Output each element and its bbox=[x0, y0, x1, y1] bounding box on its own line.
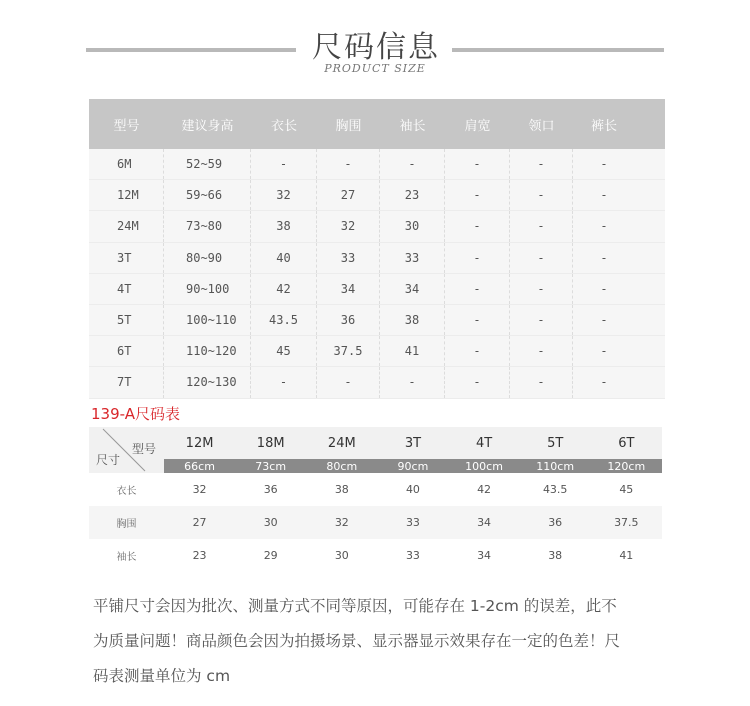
col-header-collar: 领口 bbox=[528, 118, 555, 134]
table-cell: - bbox=[380, 367, 445, 397]
table-cell: - bbox=[445, 180, 510, 210]
note-line-3: 码表测量单位为 cm bbox=[93, 667, 231, 685]
size-table-body bbox=[89, 149, 665, 399]
table-cell: 7T bbox=[89, 367, 164, 397]
table-cell: 33 bbox=[317, 243, 380, 273]
header-divider-left bbox=[86, 48, 296, 52]
table-cell: 27 bbox=[317, 180, 380, 210]
height-label: 120cm bbox=[607, 459, 646, 473]
table-cell: 36 bbox=[548, 516, 563, 529]
height-label: 73cm bbox=[255, 459, 287, 473]
size-table-main bbox=[89, 99, 665, 399]
header-divider-right bbox=[452, 48, 664, 52]
size-label: 3T bbox=[404, 435, 422, 451]
table-cell: 4T bbox=[89, 274, 164, 304]
row-label: 衣长 bbox=[116, 486, 137, 497]
table-row bbox=[89, 211, 665, 242]
table-cell: 32 bbox=[334, 516, 349, 529]
table-cell: 73~80 bbox=[164, 211, 251, 241]
col-header-length: 衣长 bbox=[270, 118, 297, 134]
table-cell: 12M bbox=[89, 180, 164, 210]
table-cell: 41 bbox=[380, 336, 445, 366]
table-cell: 43.5 bbox=[542, 483, 568, 496]
table-cell: - bbox=[600, 219, 608, 234]
col-header-model: 型号 bbox=[113, 118, 140, 134]
table-cell: 34 bbox=[380, 274, 445, 304]
size-label: 12M bbox=[185, 435, 214, 451]
height-label: 90cm bbox=[397, 459, 429, 473]
table-row bbox=[89, 336, 665, 367]
table-cell: 120~130 bbox=[164, 367, 251, 397]
table-cell: - bbox=[445, 367, 510, 397]
table-cell: - bbox=[600, 281, 608, 296]
table-cell: - bbox=[600, 250, 608, 265]
table-cell: - bbox=[445, 336, 510, 366]
table-cell: 27 bbox=[192, 516, 207, 529]
table-cell: 42 bbox=[251, 274, 317, 304]
table-cell: 32 bbox=[317, 211, 380, 241]
row-label: 袖长 bbox=[116, 552, 137, 563]
table-row bbox=[89, 243, 665, 274]
table-cell: - bbox=[317, 367, 380, 397]
size-label: 6T bbox=[618, 435, 635, 451]
size-table-header bbox=[89, 99, 665, 149]
size-chart-139a bbox=[89, 427, 662, 572]
col-header-sleeve: 袖长 bbox=[399, 118, 426, 134]
table-cell: - bbox=[510, 305, 573, 335]
table-row bbox=[89, 367, 665, 398]
table-cell: - bbox=[600, 375, 608, 390]
page-title: 尺码信息 bbox=[312, 30, 440, 65]
table-cell: 32 bbox=[251, 180, 317, 210]
table-cell: - bbox=[510, 149, 573, 179]
page-subtitle: PRODUCT SIZE bbox=[324, 62, 426, 75]
corner-label-size: 尺寸 bbox=[96, 453, 121, 467]
height-labels-row bbox=[164, 459, 662, 473]
table-cell: 42 bbox=[477, 483, 492, 496]
table-cell: 5T bbox=[89, 305, 164, 335]
table-cell: 24M bbox=[89, 211, 164, 241]
col-header-height: 建议身高 bbox=[181, 118, 234, 134]
table-cell: 59~66 bbox=[164, 180, 251, 210]
table-cell: 23 bbox=[192, 549, 207, 562]
table-cell: - bbox=[510, 367, 573, 397]
table-cell: 38 bbox=[548, 549, 563, 562]
table-cell: 6M bbox=[89, 149, 164, 179]
table-cell: - bbox=[317, 149, 380, 179]
size-label: 5T bbox=[547, 435, 564, 451]
table-cell: 29 bbox=[263, 549, 278, 562]
table-cell: - bbox=[510, 211, 573, 241]
table-cell: 30 bbox=[380, 211, 445, 241]
table-row bbox=[89, 180, 665, 211]
table-cell: - bbox=[380, 149, 445, 179]
table-row bbox=[89, 539, 662, 572]
table-cell: 23 bbox=[380, 180, 445, 210]
table-cell: 38 bbox=[380, 305, 445, 335]
corner-label-model: 型号 bbox=[131, 442, 156, 456]
table-cell: 32 bbox=[192, 483, 207, 496]
col-header-pants: 裤长 bbox=[590, 118, 617, 134]
table-cell: 40 bbox=[405, 483, 420, 496]
table-cell: 52~59 bbox=[164, 149, 251, 179]
table-cell: 36 bbox=[263, 483, 278, 496]
table-row bbox=[89, 473, 662, 506]
col-header-shoulder: 肩宽 bbox=[464, 118, 491, 134]
note-line-1: 平铺尺寸会因为批次、测量方式不同等原因，可能存在 1-2cm 的误差，此不 bbox=[93, 597, 617, 615]
size-note bbox=[93, 589, 668, 694]
table-cell: - bbox=[445, 305, 510, 335]
table-cell: 34 bbox=[477, 549, 492, 562]
table-cell: 3T bbox=[89, 243, 164, 273]
table-cell: - bbox=[251, 367, 317, 397]
table-cell: - bbox=[510, 274, 573, 304]
table-cell: - bbox=[510, 336, 573, 366]
table-cell: - bbox=[600, 344, 608, 359]
table-cell: 38 bbox=[251, 211, 317, 241]
table-cell: - bbox=[510, 180, 573, 210]
table-cell: - bbox=[445, 149, 510, 179]
height-label: 100cm bbox=[465, 459, 503, 473]
table-cell: 34 bbox=[317, 274, 380, 304]
size-chart-body bbox=[89, 473, 662, 572]
table-cell: - bbox=[445, 274, 510, 304]
table-cell: 45 bbox=[251, 336, 317, 366]
table-cell: - bbox=[600, 188, 608, 203]
col-header-chest: 胸围 bbox=[335, 118, 362, 134]
size-label: 18M bbox=[256, 435, 285, 451]
table-cell: 33 bbox=[405, 549, 420, 562]
row-label: 胸围 bbox=[116, 519, 137, 530]
table-cell: - bbox=[510, 243, 573, 273]
table-cell: 110~120 bbox=[164, 336, 251, 366]
table-row bbox=[89, 274, 665, 305]
table-cell: 80~90 bbox=[164, 243, 251, 273]
table-cell: 90~100 bbox=[164, 274, 251, 304]
table-cell: - bbox=[445, 243, 510, 273]
table-cell: 40 bbox=[251, 243, 317, 273]
table-cell: - bbox=[251, 149, 317, 179]
table-cell: 36 bbox=[317, 305, 380, 335]
size-labels-row bbox=[164, 427, 662, 459]
table-cell: 33 bbox=[380, 243, 445, 273]
table-cell: 45 bbox=[619, 483, 634, 496]
height-label: 80cm bbox=[326, 459, 358, 473]
table-cell: 34 bbox=[477, 516, 492, 529]
size-label: 24M bbox=[327, 435, 356, 451]
table-row bbox=[89, 506, 662, 539]
table-cell: 6T bbox=[89, 336, 164, 366]
table-cell: 30 bbox=[334, 549, 349, 562]
table-cell: 38 bbox=[334, 483, 349, 496]
table-row bbox=[89, 305, 665, 336]
height-label: 66cm bbox=[184, 459, 215, 473]
table-cell: 41 bbox=[619, 549, 634, 562]
table-row bbox=[89, 149, 665, 180]
size-label: 4T bbox=[475, 435, 493, 451]
table-cell: 30 bbox=[263, 516, 278, 529]
note-line-2: 为质量问题！商品颜色会因为拍摄场景、显示器显示效果存在一定的色差！尺 bbox=[93, 632, 621, 650]
table-cell: 37.5 bbox=[317, 336, 380, 366]
size-chart-header bbox=[89, 427, 662, 473]
corner-cell bbox=[89, 427, 164, 473]
table-cell: - bbox=[600, 313, 608, 328]
table-cell: - bbox=[445, 211, 510, 241]
size-chart-label: 139-A尺码表 bbox=[91, 405, 180, 423]
table-cell: 37.5 bbox=[614, 516, 639, 529]
table-cell: 43.5 bbox=[251, 305, 317, 335]
table-cell: 100~110 bbox=[164, 305, 251, 335]
table-cell: - bbox=[600, 157, 608, 172]
height-label: 110cm bbox=[536, 459, 575, 473]
table-cell: 33 bbox=[405, 516, 420, 529]
